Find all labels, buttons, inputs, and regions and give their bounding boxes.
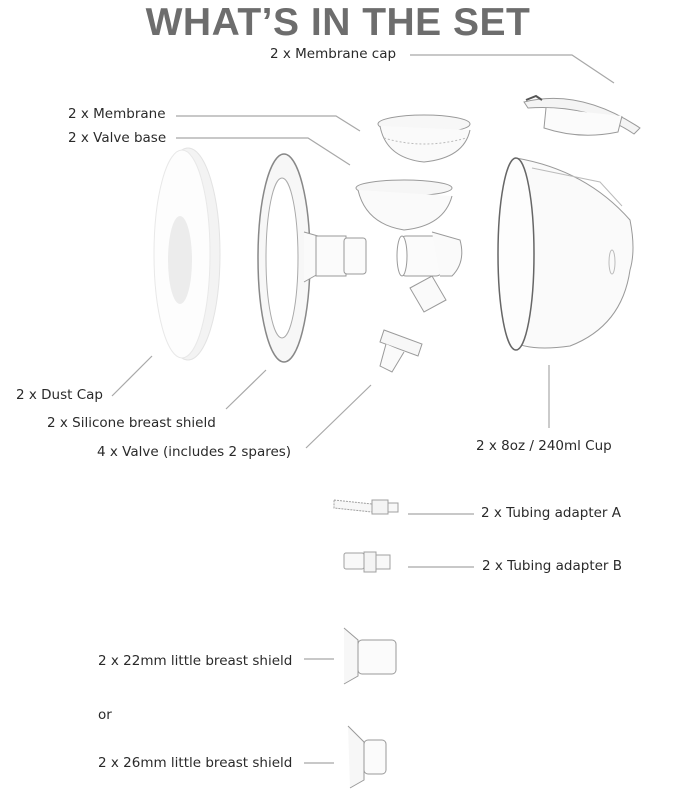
little-breast-shield-22-illustration — [344, 628, 396, 684]
label-little-breast-shield-26: 2 x 26mm little breast shield — [98, 755, 293, 771]
label-cup: 2 x 8oz / 240ml Cup — [476, 438, 612, 454]
cup-illustration — [498, 158, 633, 350]
tubing-adapter-a-illustration — [334, 500, 398, 514]
membrane-cap-illustration — [524, 96, 640, 135]
label-valve: 4 x Valve (includes 2 spares) — [97, 444, 292, 460]
label-membrane-cap: 2 x Membrane cap — [270, 46, 397, 62]
or-separator: or — [98, 707, 112, 723]
label-dust-cap: 2 x Dust Cap — [16, 387, 103, 403]
leader-dust-cap — [112, 356, 152, 396]
label-valve-base: 2 x Valve base — [68, 130, 167, 146]
silicone-breast-shield-illustration — [258, 154, 366, 362]
dust-cap-illustration — [154, 148, 220, 360]
label-tubing-adapter-b: 2 x Tubing adapter B — [482, 558, 623, 574]
membrane-illustration — [378, 115, 470, 162]
leader-silicone-shield — [226, 370, 266, 409]
leader-membrane — [176, 116, 360, 131]
little-breast-shield-26-illustration — [348, 726, 386, 788]
page-title: WHAT’S IN THE SET — [145, 1, 531, 44]
label-tubing-adapter-a: 2 x Tubing adapter A — [481, 505, 622, 521]
leader-valve — [306, 385, 371, 448]
tubing-adapter-b-illustration — [344, 552, 390, 572]
leader-membrane-cap — [410, 55, 614, 83]
label-little-breast-shield-22: 2 x 22mm little breast shield — [98, 653, 293, 669]
label-membrane: 2 x Membrane — [68, 106, 166, 122]
valve-illustration — [380, 330, 422, 372]
valve-base-illustration — [356, 180, 462, 312]
label-silicone-breast-shield: 2 x Silicone breast shield — [47, 415, 216, 431]
